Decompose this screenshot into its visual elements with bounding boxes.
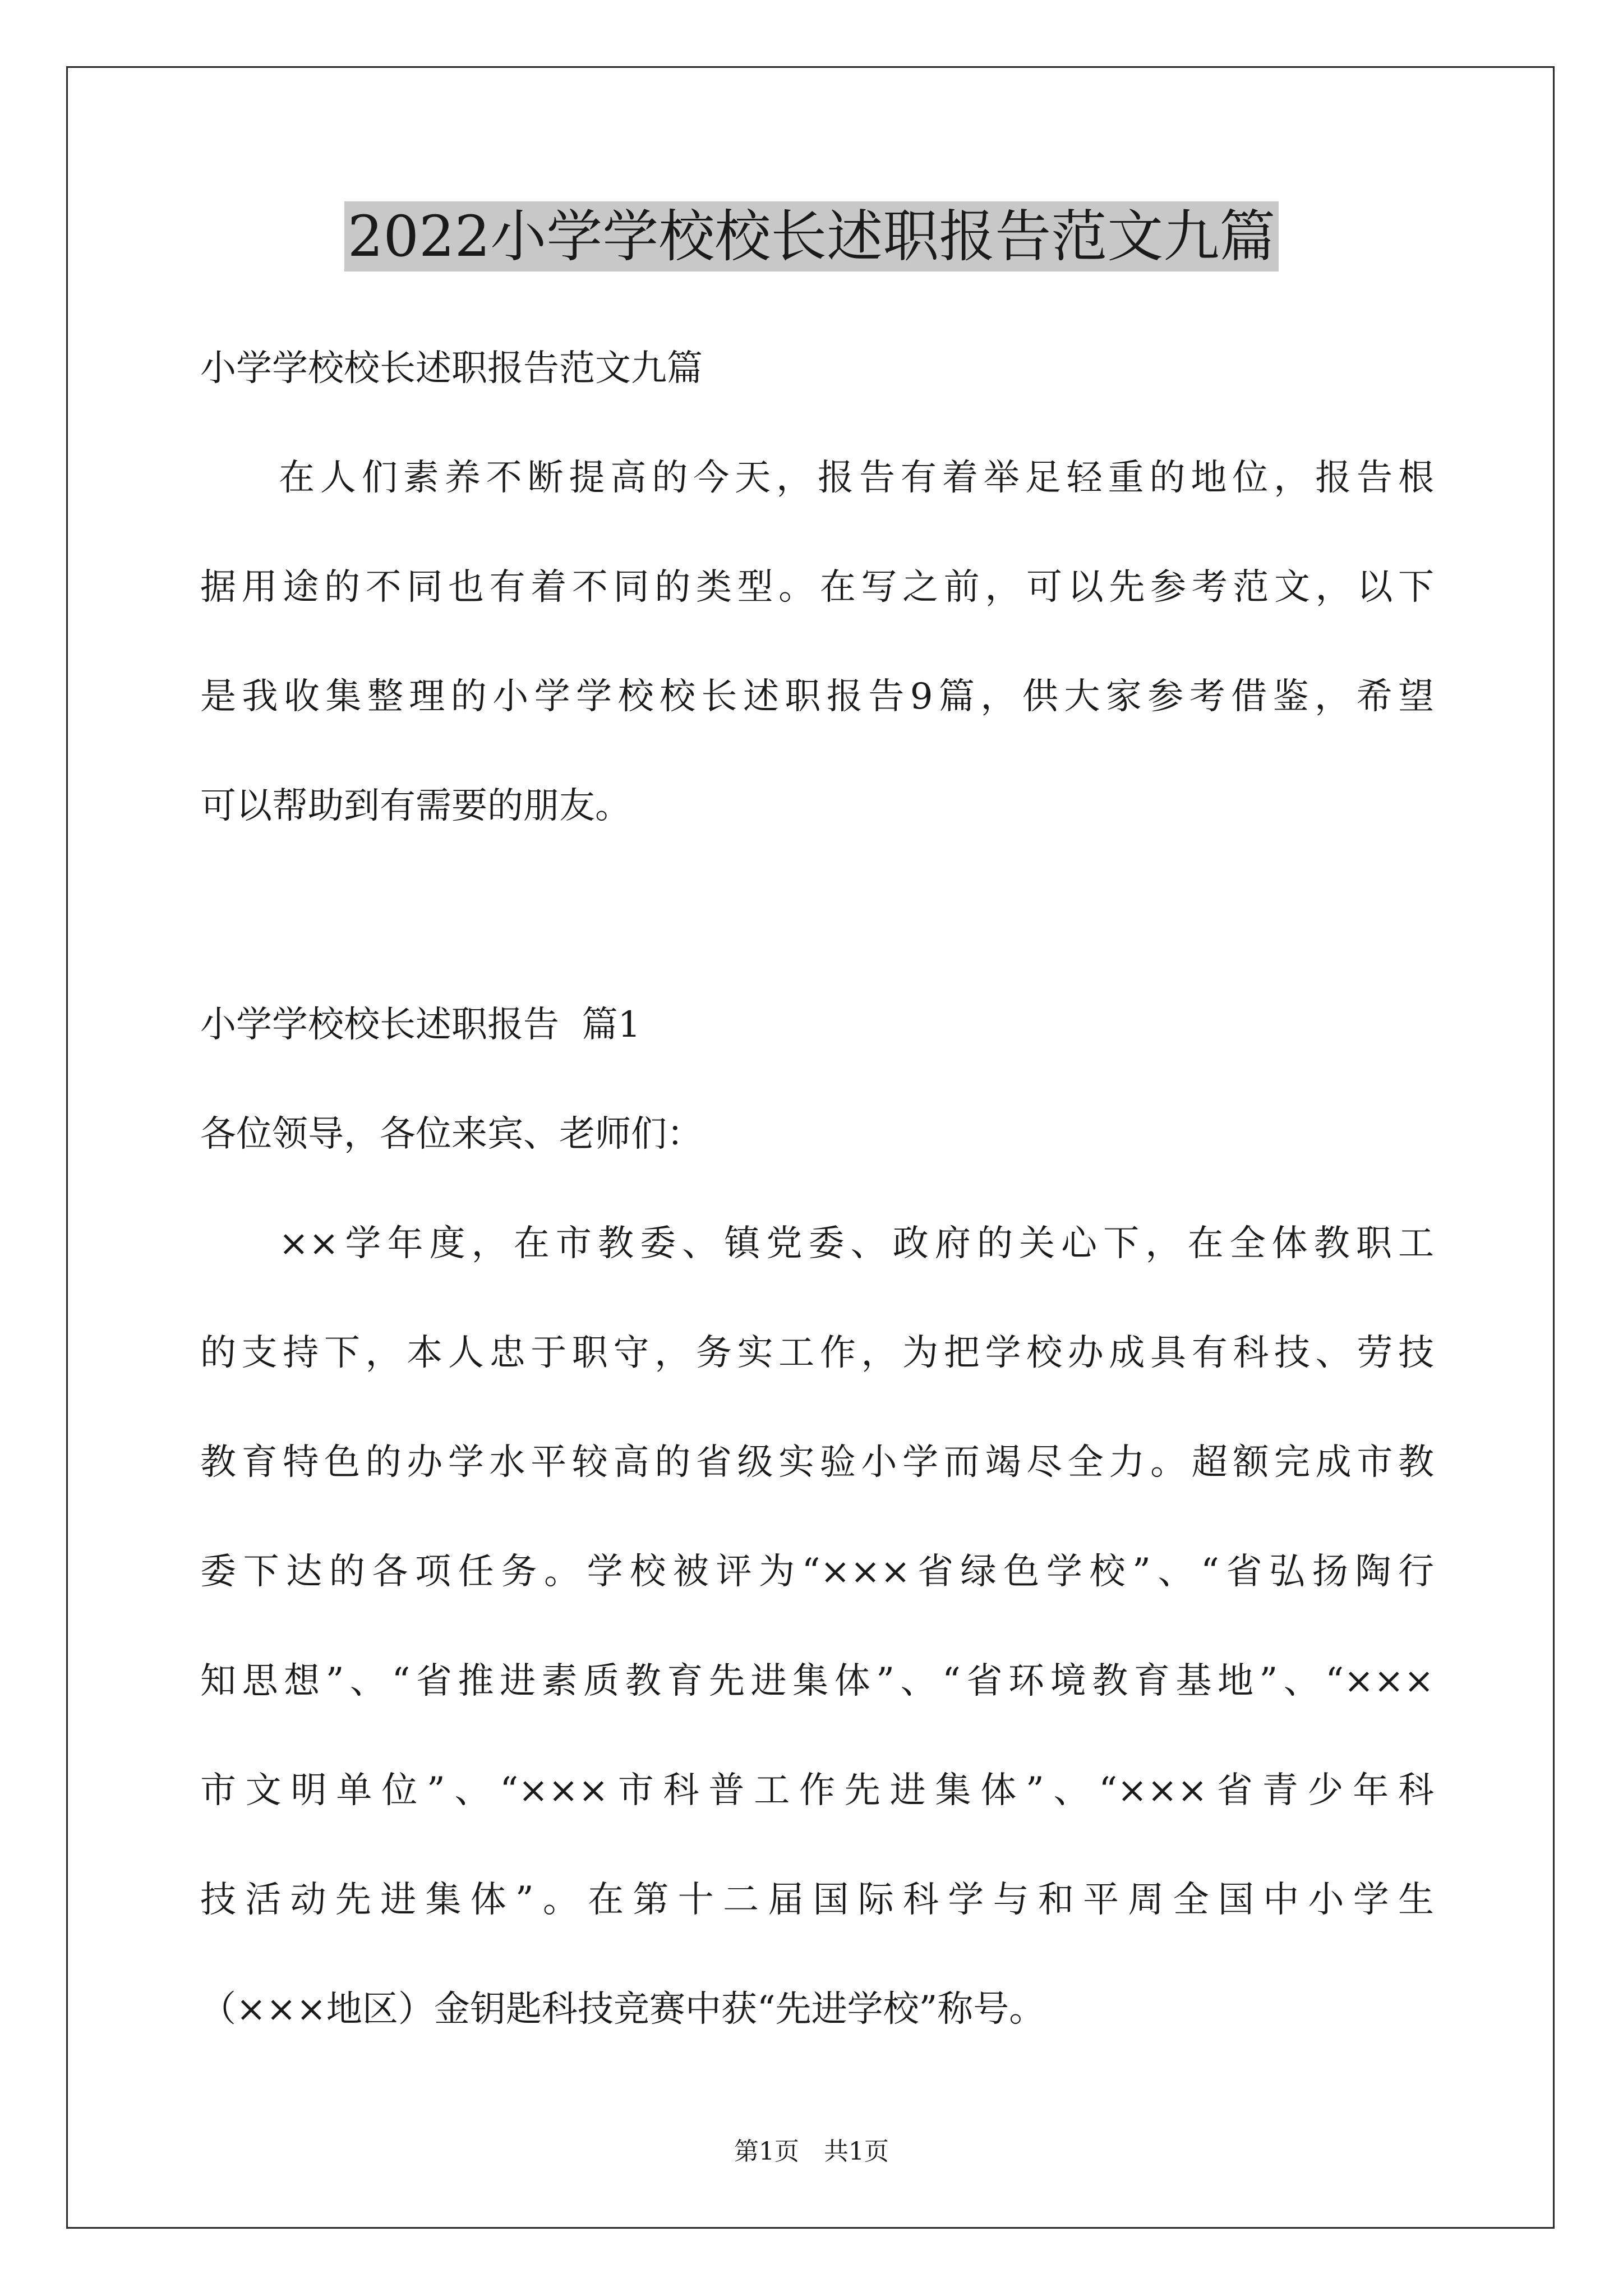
- body-line: 市文明单位”、“×××市科普工作先进集体”、“×××省青少年科: [200, 1770, 1434, 1811]
- document-title-text: 2022小学学校校长述职报告范文九篇: [344, 201, 1279, 272]
- intro-line: 是我收集整理的小学学校校长述职报告9篇，供大家参考借鉴，希望: [200, 676, 1434, 717]
- greeting: 各位领导，各位来宾、老师们：: [200, 1114, 703, 1155]
- body-line: 的支持下，本人忠于职守，务实工作，为把学校办成具有科技、劳技: [200, 1332, 1434, 1374]
- body-line: 教育特色的办学水平较高的省级实验小学而竭尽全力。超额完成市教: [200, 1442, 1434, 1483]
- subtitle: 小学学校校长述职报告范文九篇: [200, 348, 703, 389]
- body-line: 委下达的各项任务。学校被评为“×××省绿色学校”、“省弘扬陶行: [200, 1551, 1434, 1593]
- blank-line: [200, 861, 1434, 970]
- section-heading: 小学学校校长述职报告 篇1: [200, 1004, 641, 1046]
- body-line: （×××地区）金钥匙科技竞赛中获“先进学校”称号。: [200, 1989, 1045, 2030]
- body-line: 知思想”、“省推进素质教育先进集体”、“省环境教育基地”、“×××: [200, 1660, 1434, 1702]
- intro-line: 可以帮助到有需要的朋友。: [200, 785, 631, 827]
- intro-line: 据用途的不同也有着不同的类型。在写之前，可以先参考范文，以下: [200, 567, 1434, 608]
- document-title: [0, 197, 1623, 276]
- intro-line: 在人们素养不断提高的今天，报告有着举足轻重的地位，报告根: [279, 457, 1434, 499]
- body-line: 技活动先进集体”。在第十二届国际科学与和平周全国中小学生: [200, 1879, 1434, 1921]
- body-line: ××学年度，在市教委、镇党委、政府的关心下，在全体教职工: [279, 1223, 1434, 1264]
- page-footer: 第1页 共1页: [734, 2137, 889, 2166]
- document-body: [200, 314, 1434, 2064]
